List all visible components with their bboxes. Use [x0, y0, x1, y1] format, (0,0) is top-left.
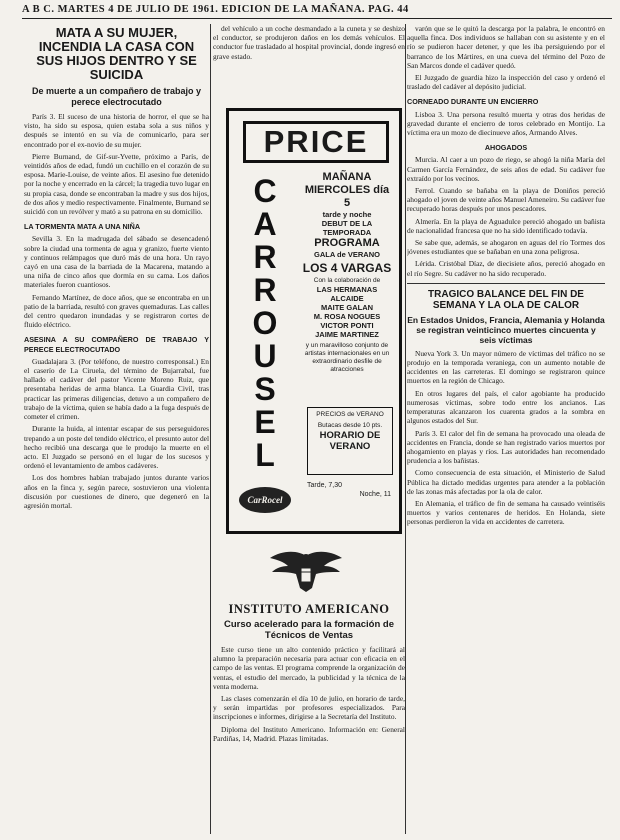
article-paragraph: Ferrol. Cuando se bañaba en la playa de Doniños pereció ahogado el joven de veinte años Manuel Ameneiro. Su cadáver fue recuperado horas después por unos pescadores. [407, 186, 605, 214]
eagle-emblem-icon [268, 548, 344, 594]
article-paragraph: Murcia. Al caer a un pozo de riego, se ahogó la niña María del Carmen García Fernández, de seis años de edad. Su cadáver fue extraído por los vecinos. [407, 155, 605, 183]
headline-mata-mujer: MATA A SU MUJER, INCENDIA LA CASA CON SUS HIJOS DENTRO Y SE SUICIDA [36, 25, 197, 82]
advert-showtimes [307, 481, 391, 499]
advert-carrousel-letter: E [254, 404, 276, 440]
column-divider [405, 24, 406, 834]
advert-carrousel-letter: S [254, 371, 276, 407]
subheading-ahogados: AHOGADOS [484, 143, 528, 153]
article-paragraph: El Juzgado de guardia hizo la inspección del caso y ordenó el traslado del cadáver al depósito judicial. [407, 73, 605, 92]
advert-headliner: LOS 4 VARGAS [302, 261, 392, 275]
article-paragraph: Durante la huida, al intentar escapar de sus perseguidores trepando a un poste del tendido eléctrico, el presunto autor del hecho recibió una descarga que le produjo la muerte en el acto. El Juzgado se personó en el lugar de los sucesos y ordenó el levantamiento de ambos cadáveres. [24, 424, 209, 471]
advert-artist: JAIME MARTINEZ [315, 330, 379, 339]
instituto-title: INSTITUTO AMERICANO [228, 602, 390, 616]
article-paragraph: Almería. En la playa de Aguadulce pereció ahogado un bañista de nacionalidad francesa que no ha sido identificado todavía. [407, 216, 605, 235]
subheading-asesina: ASESINA A SU COMPAÑERO DE TRABAJO Y PERECE ELECTROCUTADO [24, 335, 209, 354]
article-paragraph: En Alemania, el tráfico de fin de semana ha causado veintiséis muertos y varios centenares de heridos. En Holanda, siete personas perdieron la vida en accidentes de carretera. [407, 498, 605, 527]
advert-times: tarde y noche [322, 210, 372, 219]
headline-deck: De muerte a un compañero de trabajo y perece electrocutado [31, 86, 202, 107]
article-paragraph: Diploma del Instituto Americano. Información en: General Pardiñas, 14, Madrid. Plazas limitadas. [213, 724, 405, 743]
section-rule [407, 283, 605, 284]
subheading-tormenta: LA TORMENTA MATA A UNA NIÑA [24, 222, 141, 232]
article-paragraph: Los dos hombres habían trabajado juntos durante varios años en la finca y, según parece, sostuvieron una violenta discusión por cuestiones de dinero, que degeneró en la agresión mortal. [24, 473, 209, 510]
advert-artist: M. ROSA NOGUES [313, 312, 381, 321]
advert-artist: LAS HERMANAS ALCAIDE [316, 285, 378, 303]
price-carrousel-advert [226, 108, 402, 534]
article-paragraph: Este curso tiene un alto contenido práctico y facilitará al alumno la preparación necesaria para actuar con eficacia en el campo de las ventas. El programa comprende la organización de ventas, el estudio del mercado, la publicidad y la técnica de la venta moderna. [213, 645, 405, 691]
advert-logo: CarRocel [239, 487, 291, 513]
advert-showtime-tarde: Tarde, 7,30 [307, 482, 343, 489]
article-paragraph: Se sabe que, además, se ahogaron en aguas del río Tormes dos jóvenes estudiantes que se bañaban en una zona peligrosa. [407, 238, 605, 257]
advert-artist: MAITE GALAN [320, 303, 374, 312]
advert-carrousel-letter: A [253, 206, 277, 242]
headline-deck: En Estados Unidos, Francia, Alemania y Holanda se registran veinticinco muertes cincuenta y seis víctimas [407, 314, 605, 345]
advert-gala: GALA de VERANO [314, 250, 380, 259]
article-paragraph: Las clases comenzarán el día 10 de julio, en horario de tarde, y serán impartidas por profesores especializados. Para inscripciones e informes, dirigirse a la Secretaría del Instituto. [213, 694, 405, 722]
article-paragraph: Sevilla 3. En la madrugada del sábado se desencadenó sobre la ciudad una tormenta de agua y granizo, fuerte viento y continuos relámpagos que duró más de una hora. Un rayo cayó en una casa de la barriada de la Macarena, matando a una niña de cinco años que dormía en su cama. Los daños materiales fueron cuantiosos. [24, 234, 209, 290]
advert-carrousel-letter: L [255, 437, 275, 473]
advert-artist: VICTOR PONTI [320, 321, 374, 330]
advert-carrousel-letter: U [253, 338, 277, 374]
advert-prices-box [307, 407, 393, 475]
column-divider [210, 24, 211, 834]
advert-debut: DEBUT DE LA TEMPORADA [321, 219, 373, 237]
advert-colab: Con la colaboración de [313, 277, 381, 284]
advert-day: MAÑANA MIERCOLES día 5 [304, 171, 390, 209]
advert-box-label: PRECIOS de VERANO [316, 411, 384, 418]
advert-carrousel-letter: R [253, 239, 277, 275]
column-left [24, 24, 209, 834]
article-paragraph: Lérida. Cristóbal Díaz, de diecisiete años, pereció ahogado en el río Segre. Su cadáver no ha sido recuperado. [407, 259, 605, 278]
article-paragraph: París 3. El suceso de una historia de horror, el que se ha visto, ha sido su esposa, quien estaba sola a sus niños y después se intentó en su vía de comunicarlo, para ser encontrado por el ex-novio de su mujer. [24, 112, 209, 149]
advert-blurb: y un maravilloso conjunto de artistas internacionales en un extraordinario desfile de atracciones [304, 342, 390, 373]
article-paragraph: Lisboa 3. Una persona resultó muerta y otras dos heridas de gravedad durante el encierro de toros celebrado en Montijo. La víctima era un mozo de diecinueve años, Armando Alves. [407, 109, 605, 138]
advert-price-title: PRICE [243, 121, 389, 163]
advert-carrousel-letter: O [252, 305, 278, 341]
article-paragraph: París 3. El calor del fin de semana ha provocado una oleada de accidentes en Francia, donde se han registrado varios muertos por ahogamiento en playas y ríos. Las autoridades han recomendado prudencia a los bañistas. [407, 428, 605, 466]
article-paragraph: En otros lugares del país, el calor agobiante ha producido numerosas víctimas, sobre todo entre los ancianos. Las temperaturas alcanzaron los cuarenta grados a la sombra en algunos estados del Sur. [407, 388, 605, 426]
column-right [407, 24, 605, 834]
instituto-subtitle: Curso acelerado para la formación de Técnicos de Ventas [223, 619, 394, 641]
advert-program [301, 171, 393, 374]
article-paragraph: del vehículo a un coche desmandado a la cuneta y se deshizo el conductor, se produjeron daños en los demás vehículos. El conductor fue trasladado al hospital provincial, donde ingresó en grave estado. [213, 24, 405, 61]
page-header: A B C. MARTES 4 DE JULIO DE 1961. EDICION DE LA MAÑANA. PAG. 44 [22, 4, 409, 15]
advert-carrousel-letter: R [253, 272, 277, 308]
header-rule [22, 18, 612, 19]
article-paragraph: Guadalajara 3. (Por teléfono, de nuestro corresponsal.) En el caserío de La Ciruela, del término de Bujarrabal, fue hallado el cadáver del pastor Vicente Moreno Ruiz, que presentaba heridas de arma blanca. La Guardia Civil, tras practicar las primeras diligencias, detuvo a un compañero de trabajo de la víctima, quien se había dado a la fuga después de cometer el crimen. [24, 356, 209, 422]
article-paragraph: Fernando Martínez, de doce años, que se encontraba en un patio de la barriada, resultó con graves quemaduras. Las calles del centro quedaron inundadas y se registraron cortes de fluido eléctrico. [24, 292, 209, 330]
advert-carrousel-vertical [237, 175, 293, 475]
headline-tragico-balance: TRAGICO BALANCE DEL FIN DE SEMANA Y LA OLA DE CALOR [428, 288, 584, 312]
advert-programa: PROGRAMA [314, 237, 380, 249]
article-paragraph: Pierre Burnand, de Gif-sur-Yvette, próximo a París, de veintidós años de edad, fundó un cuchillo en el corazón de su esposa. Marie-Louise, de veinte años. El asesino fue detenido por la noche y encerrado en la cárcel; la tragedia tuvo lugar en su propia casa, donde se encontraban la madre y sus dos hijos, de dos años y medio respectivamente. Finalmente, Burnand se suicidó con un revólver y mató a su patrona en su domicilio. [24, 151, 209, 217]
advert-box-sub: Butacas desde 10 pts. [317, 422, 383, 429]
article-paragraph: varón que se le quitó la descarga por la palabra, le encontró en aquella finca. Dos individuos se hallaban con su asistente y en el río se pudieron hacer detener, y que les iba persiguiendo por el barranco de los Mártires, en una cueva del término del Pozo de San Marcos donde el cadáver quedó. [407, 24, 605, 70]
advert-showtime-noche: Noche, 11 [359, 491, 391, 498]
instituto-americano-notice [213, 602, 405, 746]
article-paragraph: Nueva York 3. Un mayor número de víctimas del tráfico no se produjo en la temporada veraniega, con un aumento notable de accidentes en las carreteras. El domingo se registraron quince muertos en la región de Chicago. [407, 348, 605, 386]
advert-carrousel-letter: C [253, 173, 277, 209]
subheading-corneado: CORNEADO DURANTE UN ENCIERRO [407, 97, 539, 107]
advert-horario: HORARIO DE VERANO [319, 430, 381, 452]
article-paragraph: Como consecuencia de esta situación, el Ministerio de Salud Pública ha dictado medidas urgentes para atender a la población de las zonas más afectadas por la ola de calor. [407, 468, 605, 496]
